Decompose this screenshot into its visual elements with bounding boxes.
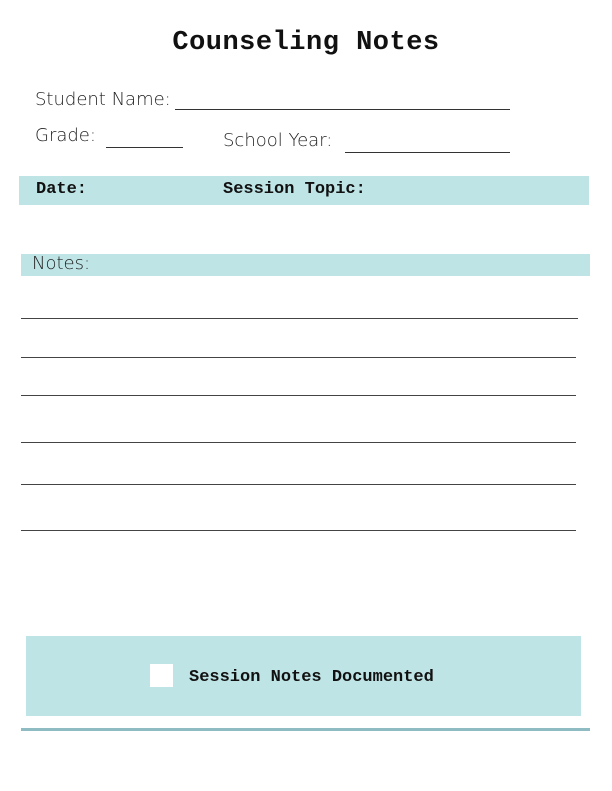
notes-header-band [21, 254, 590, 276]
session-documented-checkbox[interactable] [150, 664, 173, 687]
session-topic-label: Session Topic: [223, 180, 366, 199]
school-year-label: School Year: [223, 130, 333, 151]
footer-rule [21, 728, 590, 731]
student-name-label: Student Name: [35, 89, 171, 110]
student-name-field[interactable] [175, 109, 510, 110]
notes-line-6[interactable] [21, 530, 576, 531]
grade-label: Grade: [35, 125, 96, 146]
notes-line-5[interactable] [21, 484, 576, 485]
notes-line-2[interactable] [21, 357, 576, 358]
page-title: Counseling Notes [172, 28, 440, 58]
date-label: Date: [36, 180, 88, 199]
notes-line-3[interactable] [21, 395, 576, 396]
notes-line-4[interactable] [21, 442, 576, 443]
school-year-field[interactable] [345, 152, 510, 153]
grade-field[interactable] [106, 147, 183, 148]
session-documented-label: Session Notes Documented [189, 668, 434, 687]
notes-label: Notes: [32, 253, 91, 274]
notes-line-1[interactable] [21, 318, 578, 319]
